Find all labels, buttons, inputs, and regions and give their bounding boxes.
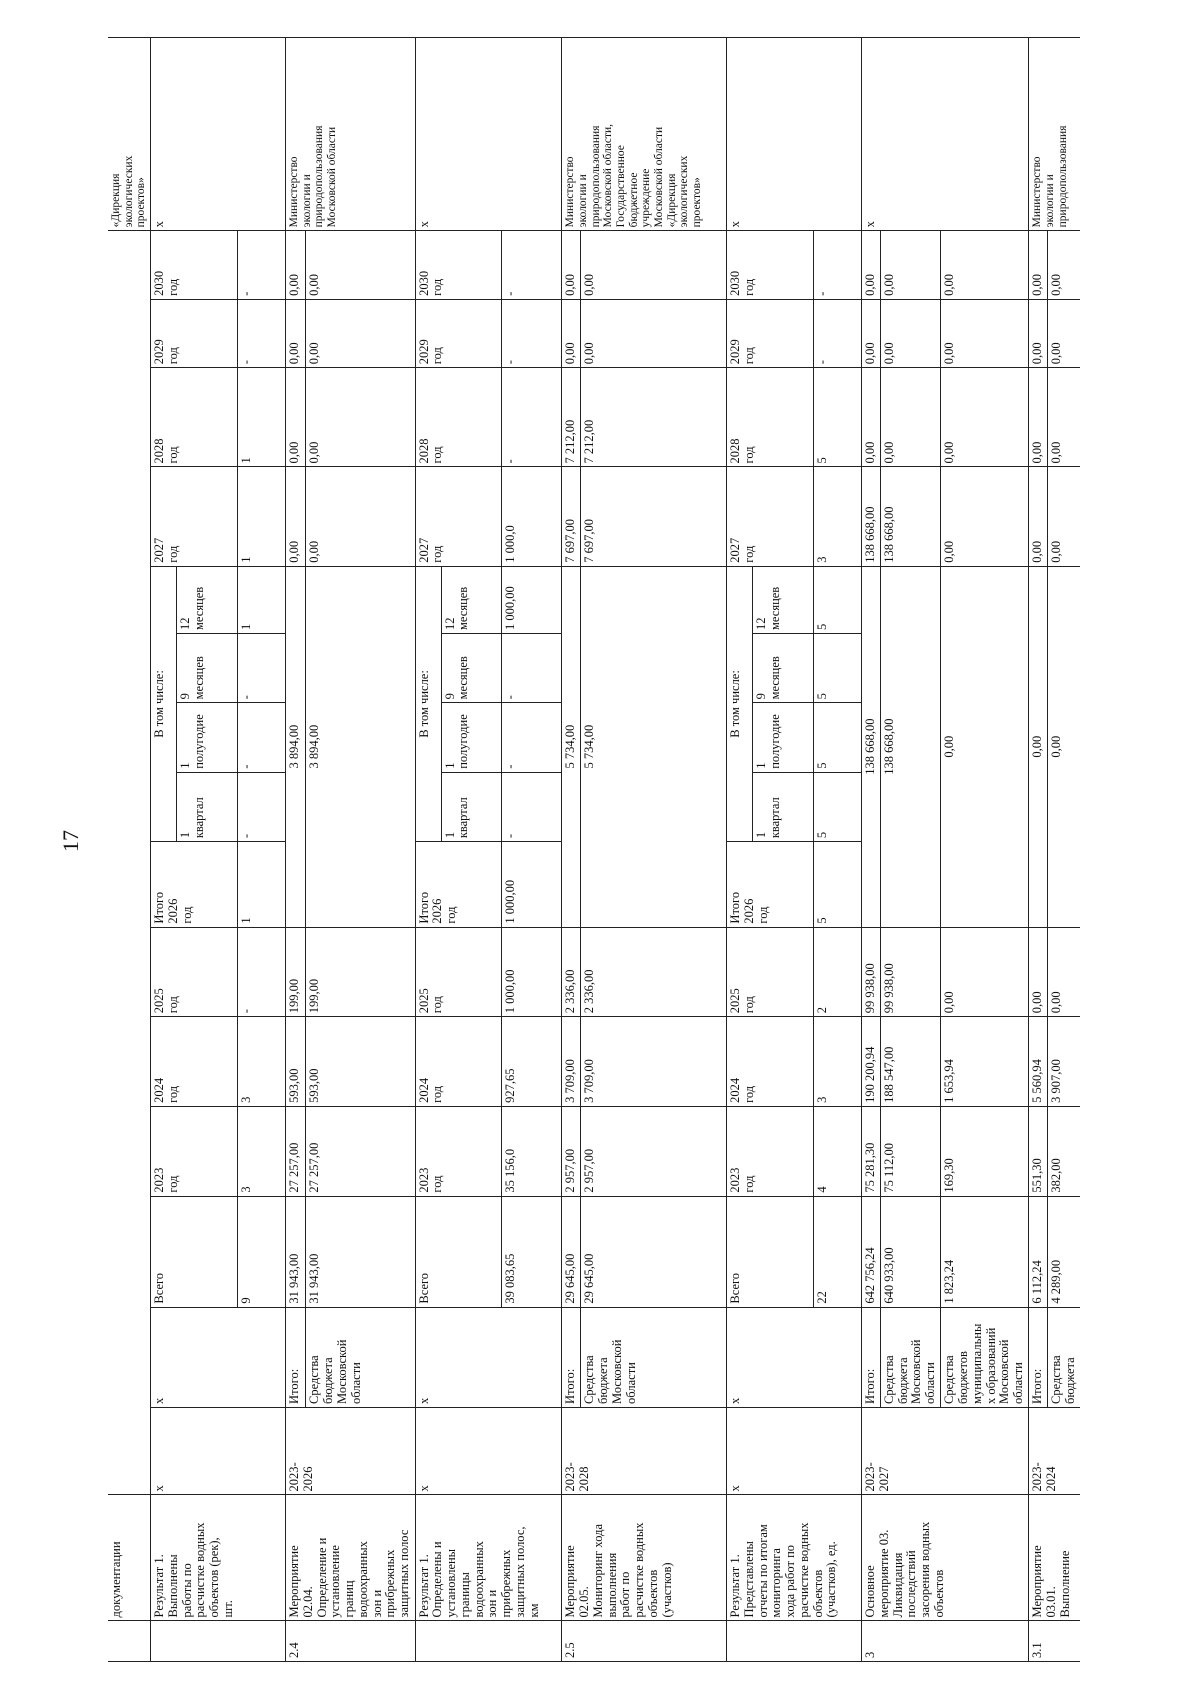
result-2-name: Результат 1. Определены и установлены границы водоохранных зон и прибрежных защитных полос, км (415, 1495, 562, 1621)
result-value: 1 (237, 842, 285, 927)
amount: 7 212,00 (581, 368, 727, 467)
amount: 0,00 (1048, 299, 1080, 367)
hdr-2025: 2025 год (727, 927, 814, 1017)
amount: 2 336,00 (581, 927, 727, 1017)
amount: 138 668,00 (880, 467, 940, 566)
result-value: 3 (813, 1017, 861, 1107)
hdr-total: Всего (415, 1196, 502, 1307)
hdr-2023: 2023 год (151, 1106, 238, 1196)
amount: 0,00 (1048, 927, 1080, 1017)
amount: 1 653,94 (941, 1017, 1029, 1107)
source-municipal-budget: Средства бюджетов муниципальны х образований Московской области (941, 1307, 1029, 1407)
result-3-name: Результат 1. Представлены отчеты по итогам мониторинга хода работ по расчистке водных объектов (участков), ед. (727, 1495, 862, 1621)
row-number: 3.1 (1029, 1621, 1080, 1662)
amount: 0,00 (880, 231, 940, 300)
amount-2026: 3 894,00 (286, 566, 306, 927)
cell-empty (108, 1621, 151, 1662)
cell-empty (727, 1621, 862, 1662)
amount: 593,00 (286, 1017, 306, 1107)
result-value: 5 (813, 368, 861, 467)
financing-table (108, 37, 1080, 1662)
row-number: 2.4 (286, 1621, 416, 1662)
hdr-2025: 2025 год (415, 927, 502, 1017)
hdr-9m: 9 месяцев (441, 634, 501, 703)
measure-2-5-executor: Министерство экологии и природопользования Московской области, Государственное бюджетное учреждение Московской области «Дирекция экологических проектов» (562, 38, 727, 231)
amount: 0,00 (880, 368, 940, 467)
hdr-2024: 2024 год (727, 1017, 814, 1107)
hdr-total: Всего (151, 1196, 238, 1307)
amount: 0,00 (286, 467, 306, 566)
amount: 4 289,00 (1048, 1196, 1080, 1307)
result-value: 1 000,00 (502, 842, 562, 927)
source-regional-budget: Средства бюджета Московской области (880, 1307, 940, 1407)
amount: 0,00 (941, 368, 1029, 467)
hdr-2029: 2029 год (151, 299, 238, 367)
amount: 0,00 (1029, 467, 1048, 566)
amount: 0,00 (1029, 299, 1048, 367)
result-value: 4 (813, 1106, 861, 1196)
amount: 0,00 (941, 231, 1029, 300)
amount: 0,00 (1048, 467, 1080, 566)
hdr-12m: 12 месяцев (441, 566, 501, 633)
amount: 0,00 (306, 467, 415, 566)
result-value: - (237, 772, 285, 841)
amount: 0,00 (562, 231, 581, 300)
result-value: 3 (237, 1017, 285, 1107)
result-1-name: Результат 1. Выполнены работы по расчистке водных объектов (рек), шт. (151, 1495, 286, 1621)
amount: 0,00 (1048, 231, 1080, 300)
measure-3-period: 2023- 2027 (862, 1407, 1029, 1495)
result-value: 39 083,65 (502, 1196, 562, 1307)
amount: 640 933,00 (880, 1196, 940, 1307)
amount: 7 697,00 (562, 467, 581, 566)
amount: 190 200,94 (862, 1017, 881, 1107)
amount: 31 943,00 (306, 1196, 415, 1307)
amount: 27 257,00 (286, 1106, 306, 1196)
result-2-source: х (415, 1307, 562, 1407)
amount-2026: 138 668,00 (880, 566, 940, 927)
page-number: 17 (58, 830, 83, 852)
measure-2-4-executor: Министерство экологии и природопользования Московской области (286, 38, 416, 231)
hdr-2024: 2024 год (151, 1017, 238, 1107)
measure-3-1-name: Мероприятие 03.01. Выполнение (1029, 1495, 1080, 1621)
hdr-2023: 2023 год (727, 1106, 814, 1196)
hdr-2030: 2030 год (727, 231, 814, 300)
result-value: - (813, 299, 861, 367)
result-value: - (237, 231, 285, 300)
source-regional-budget: Средства бюджета Московской области (306, 1307, 415, 1407)
measure-2-4-name: Мероприятие 02.04. Определение и установление границ водоохранных зон и прибрежных защитных полос (286, 1495, 416, 1621)
row-number: 3 (862, 1621, 1029, 1662)
result-value: - (502, 231, 562, 300)
amount: 0,00 (306, 299, 415, 367)
amount: 0,00 (581, 231, 727, 300)
hdr-2030: 2030 год (415, 231, 502, 300)
result-value: 1 000,00 (502, 927, 562, 1017)
hdr-q1: 1 квартал (441, 772, 501, 841)
amount: 199,00 (286, 927, 306, 1017)
amount: 382,00 (1048, 1106, 1080, 1196)
hdr-total-2026: Итого 2026 год (727, 842, 814, 927)
result-value: - (237, 299, 285, 367)
cell-empty (415, 1621, 562, 1662)
result-value: - (502, 772, 562, 841)
amount: 31 943,00 (286, 1196, 306, 1307)
result-1-period: х (151, 1407, 286, 1495)
result-value: 22 (813, 1196, 861, 1307)
hdr-9m: 9 месяцев (177, 634, 237, 703)
continued-executor: «Дирекция экологических проектов» (108, 38, 151, 231)
amount: 0,00 (862, 368, 881, 467)
hdr-q1: 1 квартал (177, 772, 237, 841)
result-value: 9 (237, 1196, 285, 1307)
result-value: 35 156,0 (502, 1106, 562, 1196)
result-value: 5 (813, 703, 861, 772)
result-2-period: х (415, 1407, 562, 1495)
result-3-source: х (727, 1307, 862, 1407)
source-total-label: Итого: (286, 1307, 306, 1407)
amount: 0,00 (941, 467, 1029, 566)
measure-2-5-name: Мероприятие 02.05. Мониторинг хода выполнения работ по расчистке водных объектов (участков) (562, 1495, 727, 1621)
amount: 0,00 (880, 299, 940, 367)
amount: 0,00 (286, 299, 306, 367)
source-total-label: Итого: (562, 1307, 581, 1407)
amount: 188 547,00 (880, 1017, 940, 1107)
result-value: 5 (813, 842, 861, 927)
hdr-9m: 9 месяцев (753, 634, 813, 703)
result-value: 1 000,0 (502, 467, 562, 566)
hdr-including: В том числе: (415, 566, 441, 841)
amount: 551,30 (1029, 1106, 1048, 1196)
amount: 0,00 (941, 927, 1029, 1017)
amount: 27 257,00 (306, 1106, 415, 1196)
row-number: 2.5 (562, 1621, 727, 1662)
amount: 99 938,00 (880, 927, 940, 1017)
amount: 0,00 (306, 368, 415, 467)
amount: 0,00 (1048, 368, 1080, 467)
hdr-2027: 2027 год (727, 467, 814, 566)
amount: 169,30 (941, 1106, 1029, 1196)
hdr-h1: 1 полугодие (753, 703, 813, 772)
amount: 642 756,24 (862, 1196, 881, 1307)
result-value: - (502, 634, 562, 703)
source-total-label: Итого: (862, 1307, 881, 1407)
amount: 5 560,94 (1029, 1017, 1048, 1107)
result-value: - (237, 703, 285, 772)
hdr-12m: 12 месяцев (177, 566, 237, 633)
hdr-total: Всего (727, 1196, 814, 1307)
continued-doc-label: документации (108, 1495, 151, 1621)
hdr-total-2026: Итого 2026 год (151, 842, 238, 927)
amount: 0,00 (1029, 231, 1048, 300)
amount: 75 112,00 (880, 1106, 940, 1196)
amount: 3 709,00 (581, 1017, 727, 1107)
amount: 0,00 (862, 299, 881, 367)
amount: 1 823,24 (941, 1196, 1029, 1307)
result-value: 5 (813, 772, 861, 841)
amount: 6 112,24 (1029, 1196, 1048, 1307)
amount: 2 957,00 (581, 1106, 727, 1196)
result-1-source: х (151, 1307, 286, 1407)
amount-2026: 5 734,00 (562, 566, 581, 927)
result-value: - (237, 927, 285, 1017)
amount: 0,00 (862, 231, 881, 300)
result-value: 3 (813, 467, 861, 566)
result-3-period: х (727, 1407, 862, 1495)
hdr-including: В том числе: (727, 566, 753, 841)
hdr-h1: 1 полугодие (441, 703, 501, 772)
result-value: 5 (813, 566, 861, 633)
amount: 0,00 (286, 368, 306, 467)
hdr-q1: 1 квартал (753, 772, 813, 841)
source-regional-budget: Средства бюджета (1048, 1307, 1080, 1407)
result-value: - (813, 231, 861, 300)
source-regional-budget: Средства бюджета Московской области (581, 1307, 727, 1407)
measure-3-name: Основное мероприятие 03. Ликвидация последствий засорения водных объектов (862, 1495, 1029, 1621)
amount-2026: 3 894,00 (306, 566, 415, 927)
amount-2026: 0,00 (1029, 566, 1048, 927)
amount: 2 336,00 (562, 927, 581, 1017)
amount-2026: 0,00 (1048, 566, 1080, 927)
cell-empty (151, 1621, 286, 1662)
amount: 0,00 (286, 231, 306, 300)
result-value: 1 000,00 (502, 566, 562, 633)
amount: 0,00 (306, 231, 415, 300)
result-value: 927,65 (502, 1017, 562, 1107)
rotated-table-container (108, 37, 1080, 1662)
hdr-2024: 2024 год (415, 1017, 502, 1107)
measure-3-executor: х (862, 38, 1029, 231)
amount: 138 668,00 (862, 467, 881, 566)
amount: 7 212,00 (562, 368, 581, 467)
amount: 0,00 (1029, 368, 1048, 467)
result-3-executor: х (727, 38, 862, 231)
result-value: - (502, 299, 562, 367)
amount: 3 907,00 (1048, 1017, 1080, 1107)
amount: 0,00 (562, 299, 581, 367)
hdr-2025: 2025 год (151, 927, 238, 1017)
result-1-executor: х (151, 38, 286, 231)
hdr-2029: 2029 год (415, 299, 502, 367)
hdr-2028: 2028 год (151, 368, 238, 467)
measure-2-4-period: 2023- 2026 (286, 1407, 416, 1495)
amount: 0,00 (1029, 927, 1048, 1017)
amount: 0,00 (941, 299, 1029, 367)
amount-2026: 0,00 (941, 566, 1029, 927)
amount: 75 281,30 (862, 1106, 881, 1196)
hdr-2028: 2028 год (415, 368, 502, 467)
measure-3-1-period: 2023- 2024 (1029, 1407, 1080, 1495)
measure-2-5-period: 2023- 2028 (562, 1407, 727, 1495)
result-value: 5 (813, 634, 861, 703)
result-2-executor: х (415, 38, 562, 231)
amount-2026: 138 668,00 (862, 566, 881, 927)
result-value: - (502, 703, 562, 772)
measure-3-1-executor: Министерство экологии и природопользования (1029, 38, 1080, 231)
amount: 0,00 (581, 299, 727, 367)
hdr-2028: 2028 год (727, 368, 814, 467)
hdr-2029: 2029 год (727, 299, 814, 367)
amount: 199,00 (306, 927, 415, 1017)
hdr-2027: 2027 год (415, 467, 502, 566)
amount: 29 645,00 (562, 1196, 581, 1307)
result-value: 1 (237, 566, 285, 633)
hdr-12m: 12 месяцев (753, 566, 813, 633)
hdr-2030: 2030 год (151, 231, 238, 300)
result-value: - (237, 634, 285, 703)
result-value: 3 (237, 1106, 285, 1196)
amount: 7 697,00 (581, 467, 727, 566)
amount: 29 645,00 (581, 1196, 727, 1307)
hdr-including: В том числе: (151, 566, 177, 841)
hdr-2023: 2023 год (415, 1106, 502, 1196)
cell-empty (108, 231, 151, 1495)
amount-2026: 5 734,00 (581, 566, 727, 927)
hdr-h1: 1 полугодие (177, 703, 237, 772)
amount: 3 709,00 (562, 1017, 581, 1107)
amount: 99 938,00 (862, 927, 881, 1017)
result-value: 1 (237, 368, 285, 467)
result-value: 2 (813, 927, 861, 1017)
result-value: - (502, 368, 562, 467)
amount: 2 957,00 (562, 1106, 581, 1196)
amount: 593,00 (306, 1017, 415, 1107)
result-value: 1 (237, 467, 285, 566)
source-total-label: Итого: (1029, 1307, 1048, 1407)
hdr-2027: 2027 год (151, 467, 238, 566)
hdr-total-2026: Итого 2026 год (415, 842, 502, 927)
